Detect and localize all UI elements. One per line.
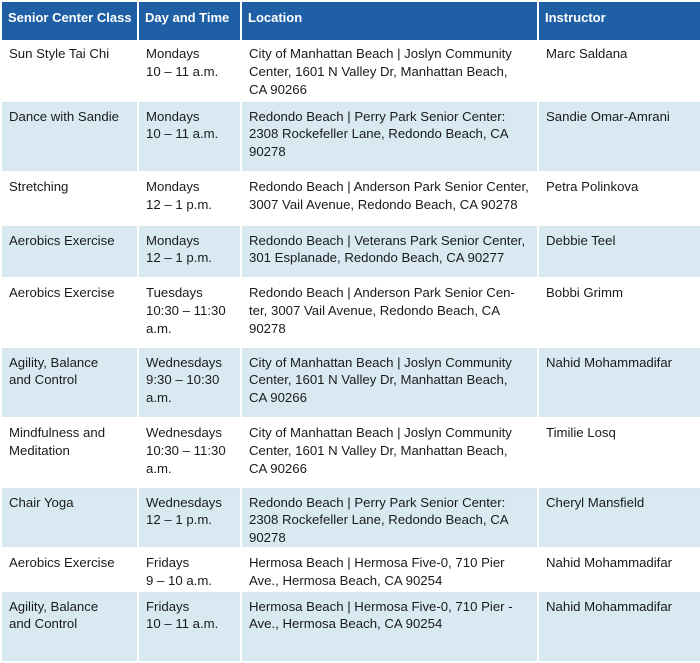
location-cell xyxy=(241,348,538,418)
day-time-cell xyxy=(138,40,241,102)
class-cell xyxy=(2,488,138,548)
location-cell xyxy=(241,226,538,278)
table-row xyxy=(2,226,700,278)
day-time-cell-line: 10:30 – 11:30 xyxy=(146,442,226,458)
class-cell xyxy=(2,278,138,348)
day-time-cell-line: Wednesdays xyxy=(146,494,222,510)
location-cell xyxy=(241,548,538,592)
instructor-cell xyxy=(538,226,700,278)
location-cell-line: Hermosa Beach | Hermosa Five-0, 710 Pier - xyxy=(249,598,513,614)
day-time-cell-line: Wednesdays xyxy=(146,425,222,440)
day-time-cell-line: a.m. xyxy=(146,460,172,476)
day-time-cell-line: 12 – 1 p.m. xyxy=(146,250,212,266)
location-cell-line: Redondo Beach | Veterans Park Senior Center, xyxy=(249,232,526,248)
location-cell-line: City of Manhattan Beach | Joslyn Community xyxy=(249,46,512,61)
class-cell-line: Aerobics Exercise xyxy=(9,285,115,300)
class-cell xyxy=(2,102,138,172)
instructor-cell-text: Timilie Losq xyxy=(546,425,616,440)
location-cell-line: City of Manhattan Beach | Joslyn Community xyxy=(249,354,512,370)
table-row xyxy=(2,348,700,418)
table-row xyxy=(2,488,700,548)
header-class: Senior Center Class xyxy=(2,2,138,40)
day-time-cell xyxy=(138,348,241,418)
class-cell-line: Chair Yoga xyxy=(9,494,74,510)
table-header xyxy=(2,2,700,40)
location-cell xyxy=(241,418,538,488)
table-row xyxy=(2,592,700,662)
class-cell xyxy=(2,172,138,226)
location-cell-line: 90278 xyxy=(249,530,286,546)
location-cell-line: City of Manhattan Beach | Joslyn Community xyxy=(249,425,512,440)
day-time-cell-line: 9 – 10 a.m. xyxy=(146,572,212,588)
class-cell-line: and Control xyxy=(9,372,78,388)
table-row xyxy=(2,172,700,226)
location-cell xyxy=(241,592,538,662)
instructor-cell-text: Marc Saldana xyxy=(546,46,628,61)
day-time-cell xyxy=(138,592,241,662)
class-cell-line: Stretching xyxy=(9,179,69,194)
table-row xyxy=(2,278,700,348)
instructor-cell-text: Debbie Teel xyxy=(546,232,616,248)
location-cell-line: ter, 3007 Vail Avenue, Redondo Beach, CA xyxy=(249,302,500,318)
class-cell-line: Aerobics Exercise xyxy=(9,232,115,248)
table-row xyxy=(2,418,700,488)
instructor-cell xyxy=(538,418,700,488)
instructor-cell xyxy=(538,548,700,592)
day-time-cell-line: a.m. xyxy=(146,390,172,406)
location-cell-line: Redondo Beach | Perry Park Senior Center: xyxy=(249,108,506,124)
location-cell xyxy=(241,488,538,548)
day-time-cell-line: Mondays xyxy=(146,46,200,61)
instructor-cell xyxy=(538,40,700,102)
day-time-cell-line: Wednesdays xyxy=(146,354,222,370)
instructor-cell-text: Cheryl Mansfield xyxy=(546,494,645,510)
class-cell-line: and Control xyxy=(9,616,78,632)
location-cell-line: 3007 Vail Avenue, Redondo Beach, CA 90278 xyxy=(249,196,518,212)
location-cell-line: Hermosa Beach | Hermosa Five-0, 710 Pier xyxy=(249,555,505,570)
location-cell xyxy=(241,102,538,172)
instructor-cell xyxy=(538,172,700,226)
header-instructor: Instructor xyxy=(538,2,700,40)
location-cell-line: CA 90266 xyxy=(249,460,307,476)
table-row xyxy=(2,102,700,172)
class-cell-line: Meditation xyxy=(9,442,70,458)
class-cell-line: Agility, Balance xyxy=(9,598,99,614)
location-cell-line: 90278 xyxy=(249,144,286,160)
instructor-cell xyxy=(538,488,700,548)
class-schedule-table xyxy=(2,2,700,663)
class-cell-line: Mindfulness and xyxy=(9,425,106,440)
location-cell-line: Redondo Beach | Perry Park Senior Center: xyxy=(249,494,506,510)
table-row xyxy=(2,548,700,592)
day-time-cell-line: 12 – 1 p.m. xyxy=(146,196,212,212)
table-row xyxy=(2,40,700,102)
class-cell xyxy=(2,548,138,592)
table-body xyxy=(2,40,700,662)
class-cell-line: Sun Style Tai Chi xyxy=(9,46,110,61)
instructor-cell xyxy=(538,592,700,662)
instructor-cell xyxy=(538,102,700,172)
location-cell-line: 2308 Rockefeller Lane, Redondo Beach, CA xyxy=(249,512,509,528)
day-time-cell xyxy=(138,226,241,278)
day-time-cell-line: Fridays xyxy=(146,598,190,614)
class-cell xyxy=(2,348,138,418)
location-cell-line: Redondo Beach | Anderson Park Senior Cen- xyxy=(249,285,515,300)
class-cell xyxy=(2,40,138,102)
header-location: Location xyxy=(241,2,538,40)
location-cell-line: CA 90266 xyxy=(249,81,307,97)
instructor-cell xyxy=(538,348,700,418)
location-cell xyxy=(241,278,538,348)
day-time-cell-line: a.m. xyxy=(146,320,172,336)
location-cell-line: Center, 1601 N Valley Dr, Manhattan Beach, xyxy=(249,372,508,388)
location-cell-line: 301 Esplanade, Redondo Beach, CA 90277 xyxy=(249,250,505,266)
day-time-cell xyxy=(138,488,241,548)
day-time-cell xyxy=(138,102,241,172)
day-time-cell xyxy=(138,172,241,226)
class-cell-line: Aerobics Exercise xyxy=(9,555,115,570)
class-cell-line: Dance with Sandie xyxy=(9,108,119,124)
location-cell-line: 2308 Rockefeller Lane, Redondo Beach, CA xyxy=(249,126,509,142)
location-cell-line: Ave., Hermosa Beach, CA 90254 xyxy=(249,572,443,588)
class-cell-line: Agility, Balance xyxy=(9,354,99,370)
location-cell-line: Ave., Hermosa Beach, CA 90254 xyxy=(249,616,443,632)
day-time-cell-line: Mondays xyxy=(146,179,200,194)
instructor-cell-text: Petra Polinkova xyxy=(546,179,639,194)
header-row xyxy=(2,2,700,40)
instructor-cell-text: Nahid Mohammadifar xyxy=(546,598,673,614)
day-time-cell xyxy=(138,418,241,488)
day-time-cell-line: 9:30 – 10:30 xyxy=(146,372,220,388)
day-time-cell-line: Fridays xyxy=(146,555,190,570)
day-time-cell-line: 10 – 11 a.m. xyxy=(146,616,219,632)
day-time-cell-line: 10 – 11 a.m. xyxy=(146,126,219,142)
location-cell xyxy=(241,172,538,226)
instructor-cell-text: Sandie Omar-Amrani xyxy=(546,108,670,124)
instructor-cell-text: Nahid Mohammadifar xyxy=(546,555,673,570)
day-time-cell-line: 10:30 – 11:30 xyxy=(146,302,226,318)
day-time-cell-line: Tuesdays xyxy=(146,285,203,300)
location-cell-line: CA 90266 xyxy=(249,390,307,406)
day-time-cell-line: 10 – 11 a.m. xyxy=(146,63,219,79)
instructor-cell-text: Bobbi Grimm xyxy=(546,285,623,300)
day-time-cell-line: Mondays xyxy=(146,232,200,248)
header-day-time: Day and Time xyxy=(138,2,241,40)
class-cell xyxy=(2,418,138,488)
day-time-cell xyxy=(138,278,241,348)
location-cell-line: Center, 1601 N Valley Dr, Manhattan Beach, xyxy=(249,442,508,458)
class-cell xyxy=(2,226,138,278)
instructor-cell xyxy=(538,278,700,348)
location-cell-line: Center, 1601 N Valley Dr, Manhattan Beach, xyxy=(249,63,508,79)
location-cell xyxy=(241,40,538,102)
day-time-cell-line: 12 – 1 p.m. xyxy=(146,512,212,528)
class-cell xyxy=(2,592,138,662)
day-time-cell xyxy=(138,548,241,592)
location-cell-line: Redondo Beach | Anderson Park Senior Center, xyxy=(249,179,529,194)
location-cell-line: 90278 xyxy=(249,320,286,336)
instructor-cell-text: Nahid Mohammadifar xyxy=(546,354,673,370)
day-time-cell-line: Mondays xyxy=(146,108,200,124)
